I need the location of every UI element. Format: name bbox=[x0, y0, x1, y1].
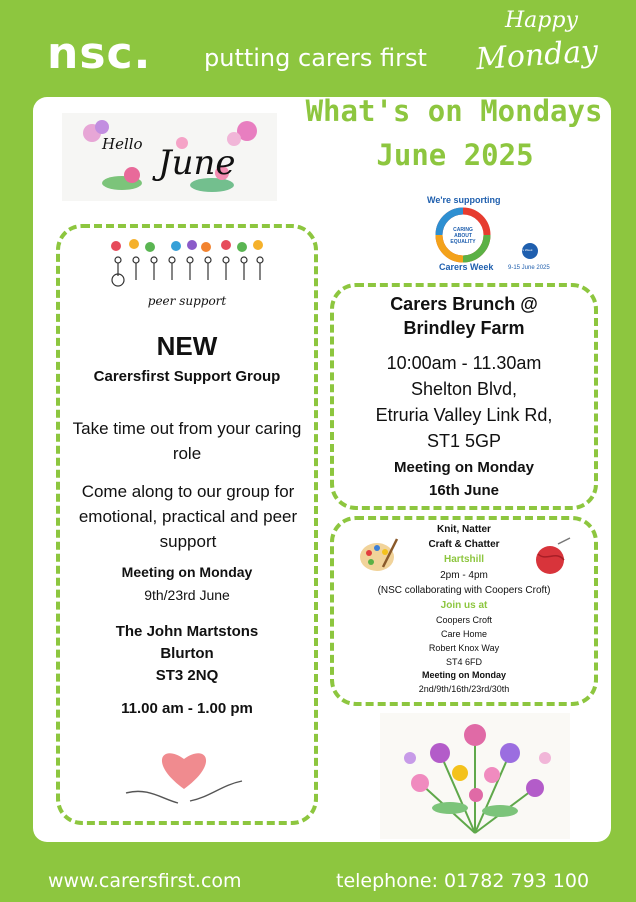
monday-text: Monday bbox=[474, 33, 600, 78]
knit-address-1: Coopers Croft bbox=[435, 615, 493, 625]
telephone-number: telephone: 01782 793 100 bbox=[336, 870, 590, 892]
cw-supporting: We're supporting bbox=[427, 195, 501, 205]
brunch-address-3: ST1 5GP bbox=[426, 431, 502, 451]
cw-equality: CARING ABOUT EQUALITY bbox=[450, 227, 476, 245]
knit-time: 2pm - 4pm bbox=[440, 570, 488, 581]
knit-collab: (NSC collaborating with Coopers Croft) bbox=[377, 585, 551, 596]
brunch-address-1: Shelton Blvd, bbox=[410, 379, 518, 399]
cw-badge: Carers Week bbox=[515, 248, 533, 252]
page-subtitle: June 2025 bbox=[376, 138, 534, 172]
june-text: June bbox=[158, 143, 236, 183]
knit-place: Hartshill bbox=[443, 554, 484, 565]
brunch-time: 10:00am - 11.30am bbox=[386, 353, 542, 373]
meeting-dates: 9th/23rd June bbox=[144, 587, 230, 603]
website-link[interactable]: www.carersfirst.com bbox=[48, 870, 242, 892]
meeting-label: Meeting on Monday bbox=[121, 564, 253, 580]
knit-address-3: Robert Knox Way bbox=[428, 643, 500, 653]
carers-week-logo bbox=[377, 185, 550, 278]
venue-line-1: The John Martstons bbox=[115, 623, 259, 640]
peer-support-image bbox=[106, 238, 268, 314]
brunch-title-1: Carers Brunch @ bbox=[390, 294, 538, 314]
nsc-logo: nsc. bbox=[47, 28, 152, 79]
venue-line-3: ST3 2NQ bbox=[155, 667, 219, 684]
cw-carers-week: Carers Week bbox=[439, 262, 494, 272]
brunch-meeting: Meeting on Monday bbox=[394, 459, 534, 476]
brunch-address-2: Etruria Valley Link Rd, bbox=[375, 405, 553, 425]
knit-address-2: Care Home bbox=[440, 629, 487, 639]
brunch-date: 16th June bbox=[428, 482, 500, 499]
happy-text: Happy bbox=[505, 8, 578, 33]
session-time: 11.00 am - 1.00 pm bbox=[121, 700, 253, 717]
hello-june-image bbox=[62, 113, 277, 201]
group-name: Carersfirst Support Group bbox=[93, 368, 281, 385]
venue-line-2: Blurton bbox=[160, 645, 214, 662]
knit-join: Join us at bbox=[440, 600, 488, 611]
knit-title-1: Knit, Natter bbox=[437, 524, 491, 535]
group-description-1: Take time out from your caring role bbox=[72, 419, 302, 463]
brunch-title-2: Brindley Farm bbox=[403, 318, 525, 338]
knit-dates: 2nd/9th/16th/23rd/30th bbox=[418, 684, 510, 694]
cw-dates: 9-15 June 2025 bbox=[508, 265, 550, 271]
peer-support-caption: peer support bbox=[147, 294, 227, 308]
knit-address-4: ST4 6FD bbox=[445, 657, 482, 667]
hands-heart-icon bbox=[118, 741, 250, 809]
new-label: NEW bbox=[156, 331, 218, 361]
hello-text: Hello bbox=[102, 135, 143, 153]
knit-meeting: Meeting on Monday bbox=[422, 670, 506, 680]
header-tagline: putting carers first bbox=[204, 44, 427, 72]
flower-bouquet-image bbox=[380, 713, 570, 839]
page-title: What's on Mondays bbox=[305, 94, 603, 128]
group-description-2: Come along to our group for emotional, practical and peer support bbox=[78, 482, 298, 551]
knit-title-2: Craft & Chatter bbox=[428, 539, 500, 550]
